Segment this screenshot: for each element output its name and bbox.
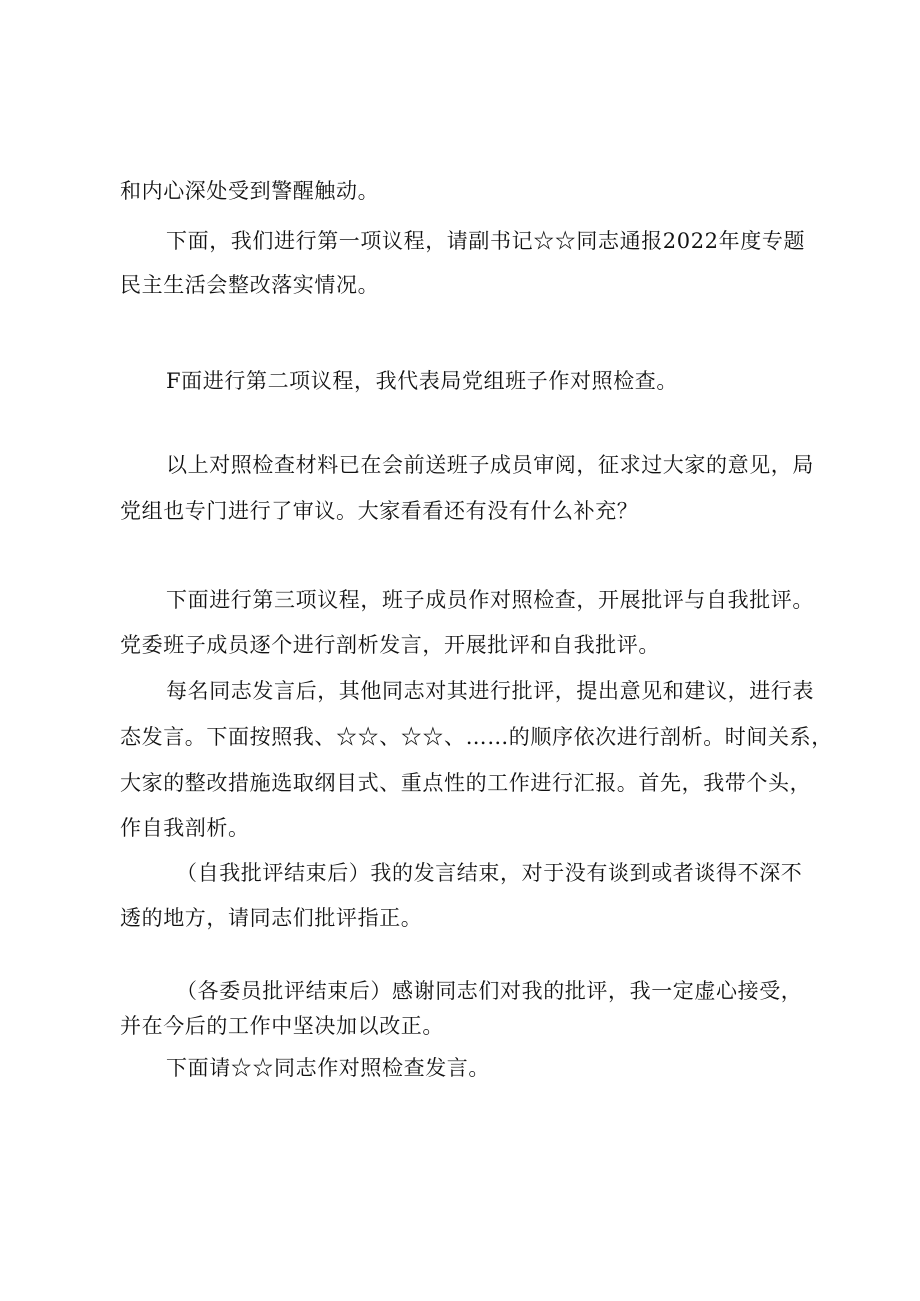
text-line-4: F面进行第二项议程，我代表局党组班子作对照检查。 (166, 369, 678, 393)
text-line-9: 每名同志发言后，其他同志对其进行批评，提出意见和建议，进行表 (166, 679, 814, 703)
text-line-7: 下面进行第三项议程，班子成员作对照检查，开展批评与自我批评。 (166, 588, 814, 612)
text-line-1: 和内心深处受到警醒触动。 (120, 179, 380, 203)
text-line-3: 民主生活会整改落实情况。 (120, 273, 380, 297)
text-line-8: 党委班子成员逐个进行剖析发言，开展批评和自我批评。 (120, 633, 660, 657)
text-line-2: 下面，我们进行第一项议程，请副书记☆☆同志通报2022年度专题 (166, 229, 806, 253)
text-line-13: （自我批评结束后）我的发言结束，对于没有谈到或者谈得不深不 (176, 861, 803, 885)
text-line-15: （各委员批评结束后）感谢同志们对我的批评，我一定虚心接受， (176, 979, 803, 1003)
text-line-17: 下面请☆☆同志作对照检查发言。 (166, 1056, 490, 1080)
text-line-14: 透的地方，请同志们批评指正。 (120, 906, 423, 930)
text-line-6: 党组也专门进行了审议。大家看看还有没有什么补充？ (120, 499, 639, 523)
text-line-16: 并在今后的工作中坚决加以改正。 (120, 1014, 444, 1038)
text-line-10: 态发言。下面按照我、☆☆、☆☆、……的顺序依次进行剖析。时间关系， (120, 725, 833, 749)
text-line-12: 作自我剖析。 (120, 816, 250, 840)
text-line-5: 以上对照检查材料已在会前送班子成员审阅，征求过大家的意见，局 (166, 453, 814, 477)
text-line-11: 大家的整改措施选取纲目式、重点性的工作进行汇报。首先，我带个头， (120, 771, 812, 795)
